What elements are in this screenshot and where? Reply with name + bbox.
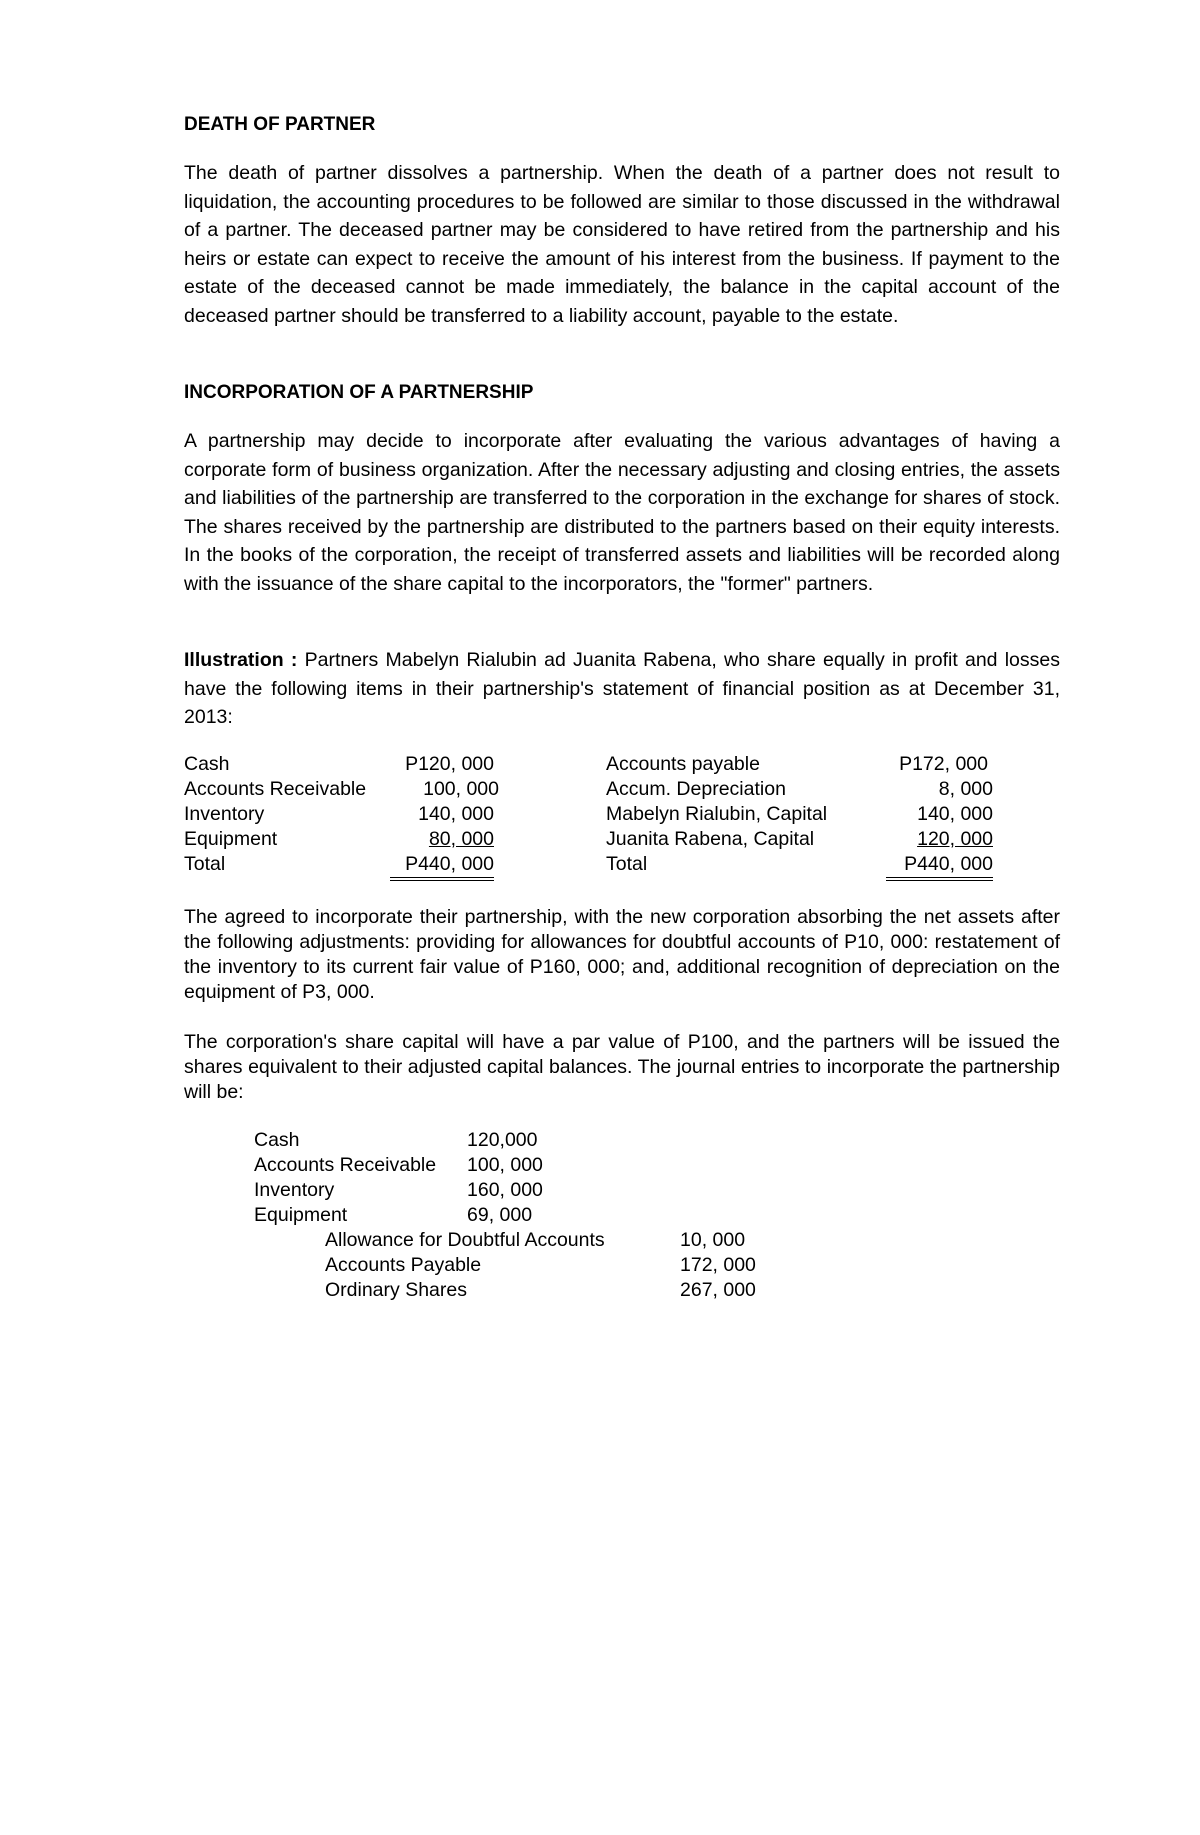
paragraph-death-of-partner: The death of partner dissolves a partnership. When the death of a partner does not result to liquidation, the accounting procedures to be followed are similar to those discussed in the withdrawal of a partner. The deceased partner may be considered to have retired from the partnership and his heirs or estate can expect to receive the amount of his interest from the business. If payment to the estate of the deceased cannot be made immediately, the balance in the capital account of the deceased partner should be transferred to a liability account, payable to the estate. bbox=[184, 162, 1060, 327]
asset-label: Equipment bbox=[184, 828, 278, 850]
journal-credit-account: Allowance for Doubtful Accounts bbox=[325, 1229, 605, 1251]
asset-amount: P120, 000 bbox=[405, 753, 494, 775]
journal-debit-account: Cash bbox=[254, 1129, 300, 1151]
asset-amount: 100, 000 bbox=[423, 778, 499, 800]
asset-label: Inventory bbox=[184, 803, 265, 825]
assets-total-label: Total bbox=[184, 853, 226, 875]
paragraph-incorporation: A partnership may decide to incorporate after evaluating the various advantages of having a corporate form of business organization. After the necessary adjusting and closing entries, the assets and liabilities of the partnership are transferred to the corporation in the exchange for shares of stock. The shares received by the partnership are distributed to the partners based on their equity interests. In the books of the corporation, the receipt of transferred assets and liabilities will be recorded along with the issuance of the share capital to the incorporators, the "former" partners. bbox=[184, 430, 1060, 595]
le-total-label: Total bbox=[606, 853, 648, 875]
paragraph-share-capital: The corporation's share capital will have a par value of P100, and the partners will be issued the shares equivalent to their adjusted capital balances. The journal entries to incorporate the partnership will be: bbox=[184, 1031, 1060, 1103]
journal-debit-amount: 69, 000 bbox=[467, 1204, 533, 1226]
le-total-amount: P440, 000 bbox=[886, 852, 993, 881]
journal-debit-amount: 120,000 bbox=[467, 1129, 538, 1151]
assets-total-amount: P440, 000 bbox=[390, 852, 494, 881]
liability-equity-label: Accum. Depreciation bbox=[606, 778, 786, 800]
asset-label: Cash bbox=[184, 753, 230, 775]
journal-debit-account: Equipment bbox=[254, 1204, 348, 1226]
liability-equity-label: Accounts payable bbox=[606, 753, 760, 775]
liability-equity-amount: P172, 000 bbox=[899, 753, 988, 775]
liability-equity-amount: 120, 000 bbox=[917, 828, 993, 850]
journal-debit-account: Accounts Receivable bbox=[254, 1154, 437, 1176]
illustration-label: Illustration : bbox=[184, 649, 298, 671]
heading-incorporation: INCORPORATION OF A PARTNERSHIP bbox=[184, 382, 534, 403]
paragraph-illustration bbox=[184, 646, 1060, 732]
journal-credit-account: Accounts Payable bbox=[325, 1254, 482, 1276]
liability-equity-amount: 140, 000 bbox=[917, 803, 993, 825]
asset-label: Accounts Receivable bbox=[184, 778, 367, 800]
journal-credit-amount: 267, 000 bbox=[680, 1279, 756, 1301]
journal-credit-amount: 172, 000 bbox=[680, 1254, 756, 1276]
liability-equity-amount: 8, 000 bbox=[938, 778, 993, 800]
journal-debit-amount: 100, 000 bbox=[467, 1154, 543, 1176]
liability-equity-label: Mabelyn Rialubin, Capital bbox=[606, 803, 828, 825]
journal-debit-amount: 160, 000 bbox=[467, 1179, 543, 1201]
heading-death-of-partner: DEATH OF PARTNER bbox=[184, 114, 376, 135]
journal-credit-amount: 10, 000 bbox=[680, 1229, 746, 1251]
paragraph-adjustments: The agreed to incorporate their partnership, with the new corporation absorbing the net assets after the following adjustments: providing for allowances for doubtful accounts of P10, 000: restatement of the inventory to its current fair value of P160, 000; and, additional recognition of depreciation on the equipment of P3, 000. bbox=[184, 906, 1060, 1003]
journal-credit-account: Ordinary Shares bbox=[325, 1279, 467, 1301]
journal-debit-account: Inventory bbox=[254, 1179, 335, 1201]
asset-amount: 140, 000 bbox=[418, 803, 494, 825]
liability-equity-label: Juanita Rabena, Capital bbox=[606, 828, 815, 850]
illustration-text: Partners Mabelyn Rialubin ad Juanita Rabena, who share equally in profit and losses have the following items in their partnership's statement of financial position as at December 31, 2013: bbox=[184, 649, 1060, 728]
asset-amount: 80, 000 bbox=[428, 828, 494, 850]
